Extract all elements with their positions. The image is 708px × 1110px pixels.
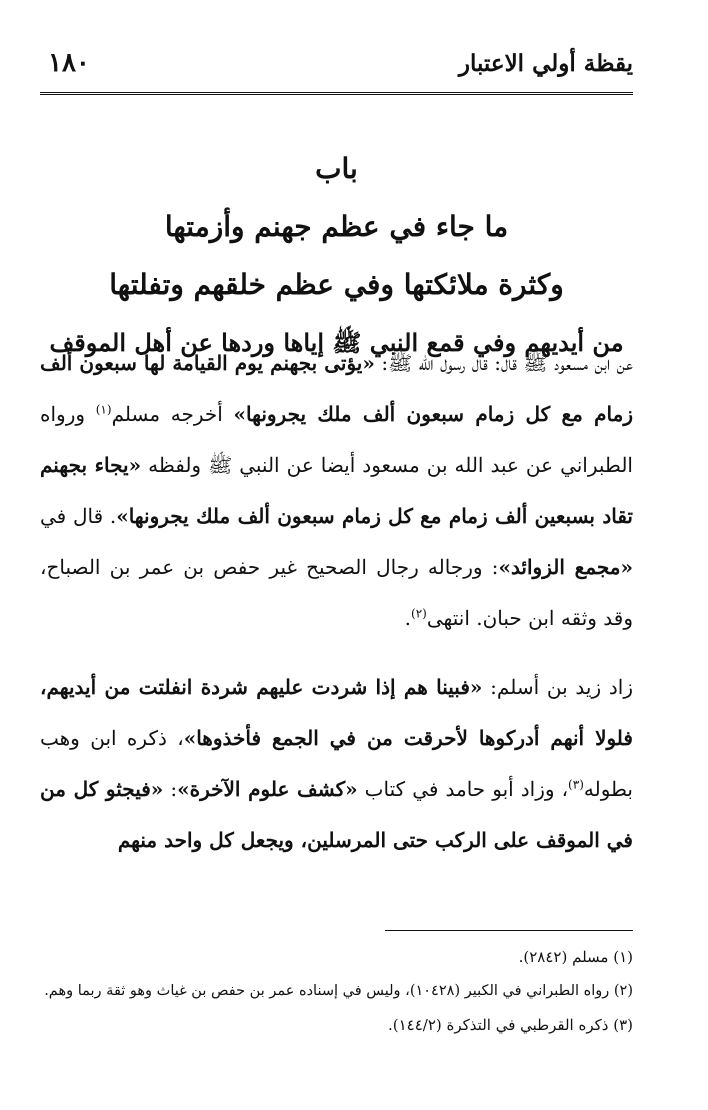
hadith-quote: «فيجثو كل من في الموقف على الركب حتى المرسلين، ويجعل كل واحد منهم [40, 777, 633, 852]
footnote-1: (١) مسلم (٢٨٤٢). [518, 948, 633, 966]
text-run: ، وزاد أبو حامد في كتاب [357, 777, 569, 801]
main-text [40, 338, 633, 866]
text-run: : ورجاله رجال الصحيح غير حفص بن عمر بن الصباح، وقد وثقه ابن حبان. انتهى [40, 555, 633, 630]
footnote-separator [385, 930, 633, 931]
hadith-quote: «فبينا هم إذا شردت عليهم شردة انفلتت من أيديهم، فلولا أنهم أدركوها لأحرقت من في الجمع فأخذوها» [40, 675, 633, 750]
hadith-quote: «يجاء بجهنم تقاد بسبعين ألف زمام مع كل زمام سبعون ألف ملك يجرونها» [40, 453, 633, 528]
heading-line-4: من أيديهم وفي قمع النبي ﷺ إياها وردها عن أهل الموقف [49, 328, 624, 357]
paragraph-2 [40, 662, 633, 866]
book-title-quote: «مجمع الزوائد» [498, 555, 634, 579]
text-run: عن ابن مسعود ﷺ قال: قال رسول الله ﷺ: [374, 351, 633, 375]
text-run: ورواه الطبراني عن عبد الله بن مسعود أيضا عن النبي ﷺ ولفظه [40, 402, 633, 477]
text-run: . [404, 606, 412, 630]
footnote-2: (٢) رواه الطبراني في الكبير (١٠٤٢٨)، وليس في إسناده عمر بن حفص بن غياث وهو ثقة ربما وهم. [44, 983, 633, 999]
book-title-quote: «كشف علوم الآخرة» [177, 777, 358, 801]
footnote-ref-1: (١) [95, 402, 112, 417]
heading-line-2: ما جاء في عظم جهنم وأزمتها [164, 210, 509, 243]
text-run: زاد زيد بن أسلم: [482, 675, 633, 699]
page-number: ١٨٠ [48, 48, 90, 78]
footnotes [40, 940, 633, 1042]
text-run: . قال في [40, 504, 117, 528]
footnote-3: (٣) ذكره القرطبي في التذكرة (١٤٤/٢). [388, 1016, 633, 1034]
text-run: : [163, 777, 178, 801]
running-title: يقظة أولي الاعتبار [458, 50, 633, 77]
paragraph-1 [40, 338, 633, 644]
paragraph-gap [40, 644, 633, 662]
text-run: ، ذكره ابن وهب بطوله [40, 726, 633, 801]
hadith-quote: «يؤتى بجهنم يوم القيامة لها سبعون ألف زمام مع كل زمام سبعون ألف ملك يجرونها» [40, 351, 634, 426]
footnote-ref-2: (٢) [411, 606, 427, 621]
heading-line-3: وكثرة ملائكتها وفي عظم خلقهم وتفلتها [109, 268, 564, 301]
page-header [40, 42, 633, 95]
heading-line-1: باب [315, 152, 358, 185]
footnote-ref-3: (٣) [568, 777, 584, 792]
text-run: أخرجه مسلم [111, 402, 234, 426]
